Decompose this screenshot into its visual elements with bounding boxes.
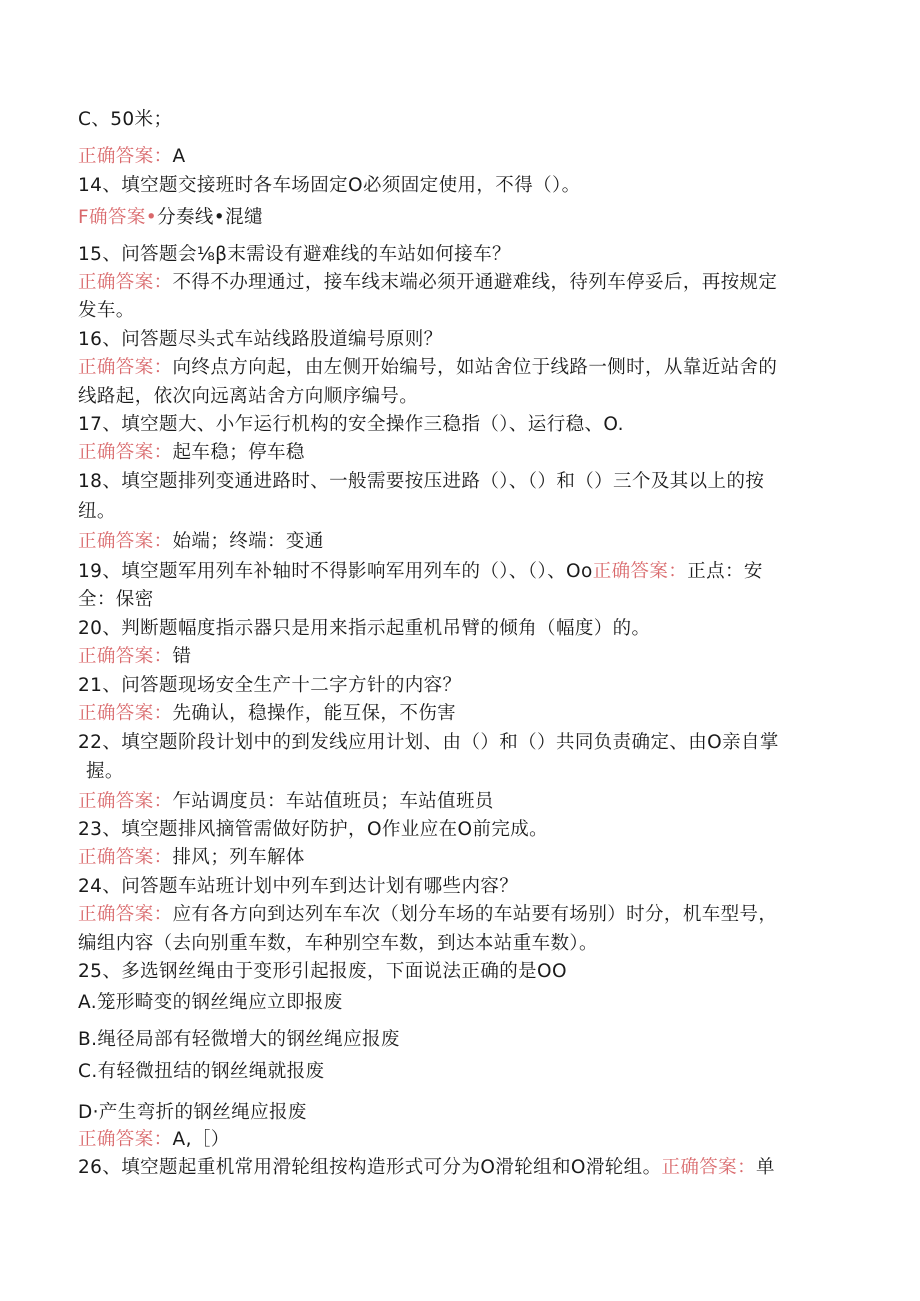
question-14: 14、填空题交接班时各车场固定O必须固定使用，不得（）。 (78, 175, 581, 196)
answer-label: 正确答案： (78, 646, 173, 667)
answer-label: 正确答案： (78, 703, 173, 724)
answer-line: F确答案•分奏线•混缱 (78, 207, 263, 228)
answer-label: 正确答案： (78, 847, 173, 868)
answer-line: 正确答案：始端；终端：变通 (78, 531, 324, 552)
answer-line: 正确答案：乍站调度员：车站值班员；车站值班员 (78, 791, 494, 812)
answer-label: 正确答案： (78, 442, 173, 463)
answer-label: 正确答案： (661, 1157, 756, 1178)
answer-line: 正确答案：向终点方向起，由左侧开始编号，如站舍位于线路一侧时，从靠近站舍的 (78, 357, 778, 378)
answer-label: 正确答案： (78, 1129, 173, 1150)
answer-label: 正确答案： (78, 272, 173, 293)
question-16: 16、问答题尽头式车站线路股道编号原则？ (78, 329, 443, 350)
answer-continuation: 全：保密 (78, 589, 154, 610)
question-19: 19、填空题军用列车补轴时不得影响军用列车的（）、（）、Oo正确答案：正点：安 (78, 561, 763, 582)
answer-continuation: 发车。 (78, 300, 135, 321)
answer-label: F确答案• (78, 207, 158, 228)
answer-label: 正确答案： (78, 531, 173, 552)
option-c: C、50米； (78, 109, 173, 130)
question-continuation: 握。 (86, 761, 124, 782)
answer-line: 正确答案：起车稳；停车稳 (78, 442, 305, 463)
answer-label: 正确答案： (592, 561, 688, 582)
question-continuation: 纽。 (78, 501, 116, 522)
question-18: 18、填空题排列变通进路时、一般需要按压进路（）、（）和（）三个及其以上的按 (78, 471, 765, 492)
question-17: 17、填空题大、小乍运行机构的安全操作三稳指（）、运行稳、O. (78, 414, 624, 435)
answer-line: 正确答案：错 (78, 646, 192, 667)
answer-label: 正确答案： (78, 146, 173, 167)
answer-continuation: 线路起，依次向远离站舍方向顺序编号。 (78, 386, 419, 407)
question-26: 26、填空题起重机常用滑轮组按构造形式可分为O滑轮组和O滑轮组。正确答案：单 (78, 1157, 775, 1178)
option-a: A.笼形畸变的钢丝绳应立即报废 (78, 992, 343, 1013)
question-25: 25、多选钢丝绳由于变形引起报废，下面说法正确的是OO (78, 961, 567, 982)
answer-line: 正确答案：A (78, 146, 186, 167)
answer-line: 正确答案：应有各方向到达列车车次（划分车场的车站要有场别）时分，机车型号， (78, 904, 778, 925)
option-b: B.绳径局部有轻微增大的钢丝绳应报废 (78, 1029, 400, 1050)
answer-label: 正确答案： (78, 904, 173, 925)
answer-continuation: 编组内容（去向别重车数，车种别空车数，到达本站重车数）。 (78, 933, 598, 954)
answer-label: 正确答案： (78, 357, 173, 378)
question-23: 23、填空题排风摘管需做好防护，O作业应在O前完成。 (78, 819, 549, 840)
answer-line: 正确答案：不得不办理通过，接车线末端必须开通避难线，待列车停妥后，再按规定 (78, 272, 778, 293)
question-21: 21、问答题现场安全生产十二字方针的内容？ (78, 675, 462, 696)
answer-line: 正确答案：A,［） (78, 1129, 230, 1150)
answer-line: 正确答案：排风；列车解体 (78, 847, 305, 868)
answer-label: 正确答案： (78, 791, 173, 812)
question-24: 24、问答题车站班计划中列车到达计划有哪些内容？ (78, 876, 519, 897)
question-15: 15、问答题会⅛β末需设有避难线的车站如何接车？ (78, 244, 511, 265)
option-c: C.有轻微扭结的钢丝绳就报废 (78, 1061, 325, 1082)
question-20: 20、判断题幅度指示器只是用来指示起重机吊臂的倾角（幅度）的。 (78, 618, 651, 639)
option-d: D·产生弯折的钢丝绳应报废 (78, 1102, 307, 1123)
answer-line: 正确答案：先确认，稳操作，能互保，不伤害 (78, 703, 457, 724)
question-22: 22、填空题阶段计划中的到发线应用计划、由（）和（）共同负责确定、由O亲自掌 (78, 732, 779, 753)
